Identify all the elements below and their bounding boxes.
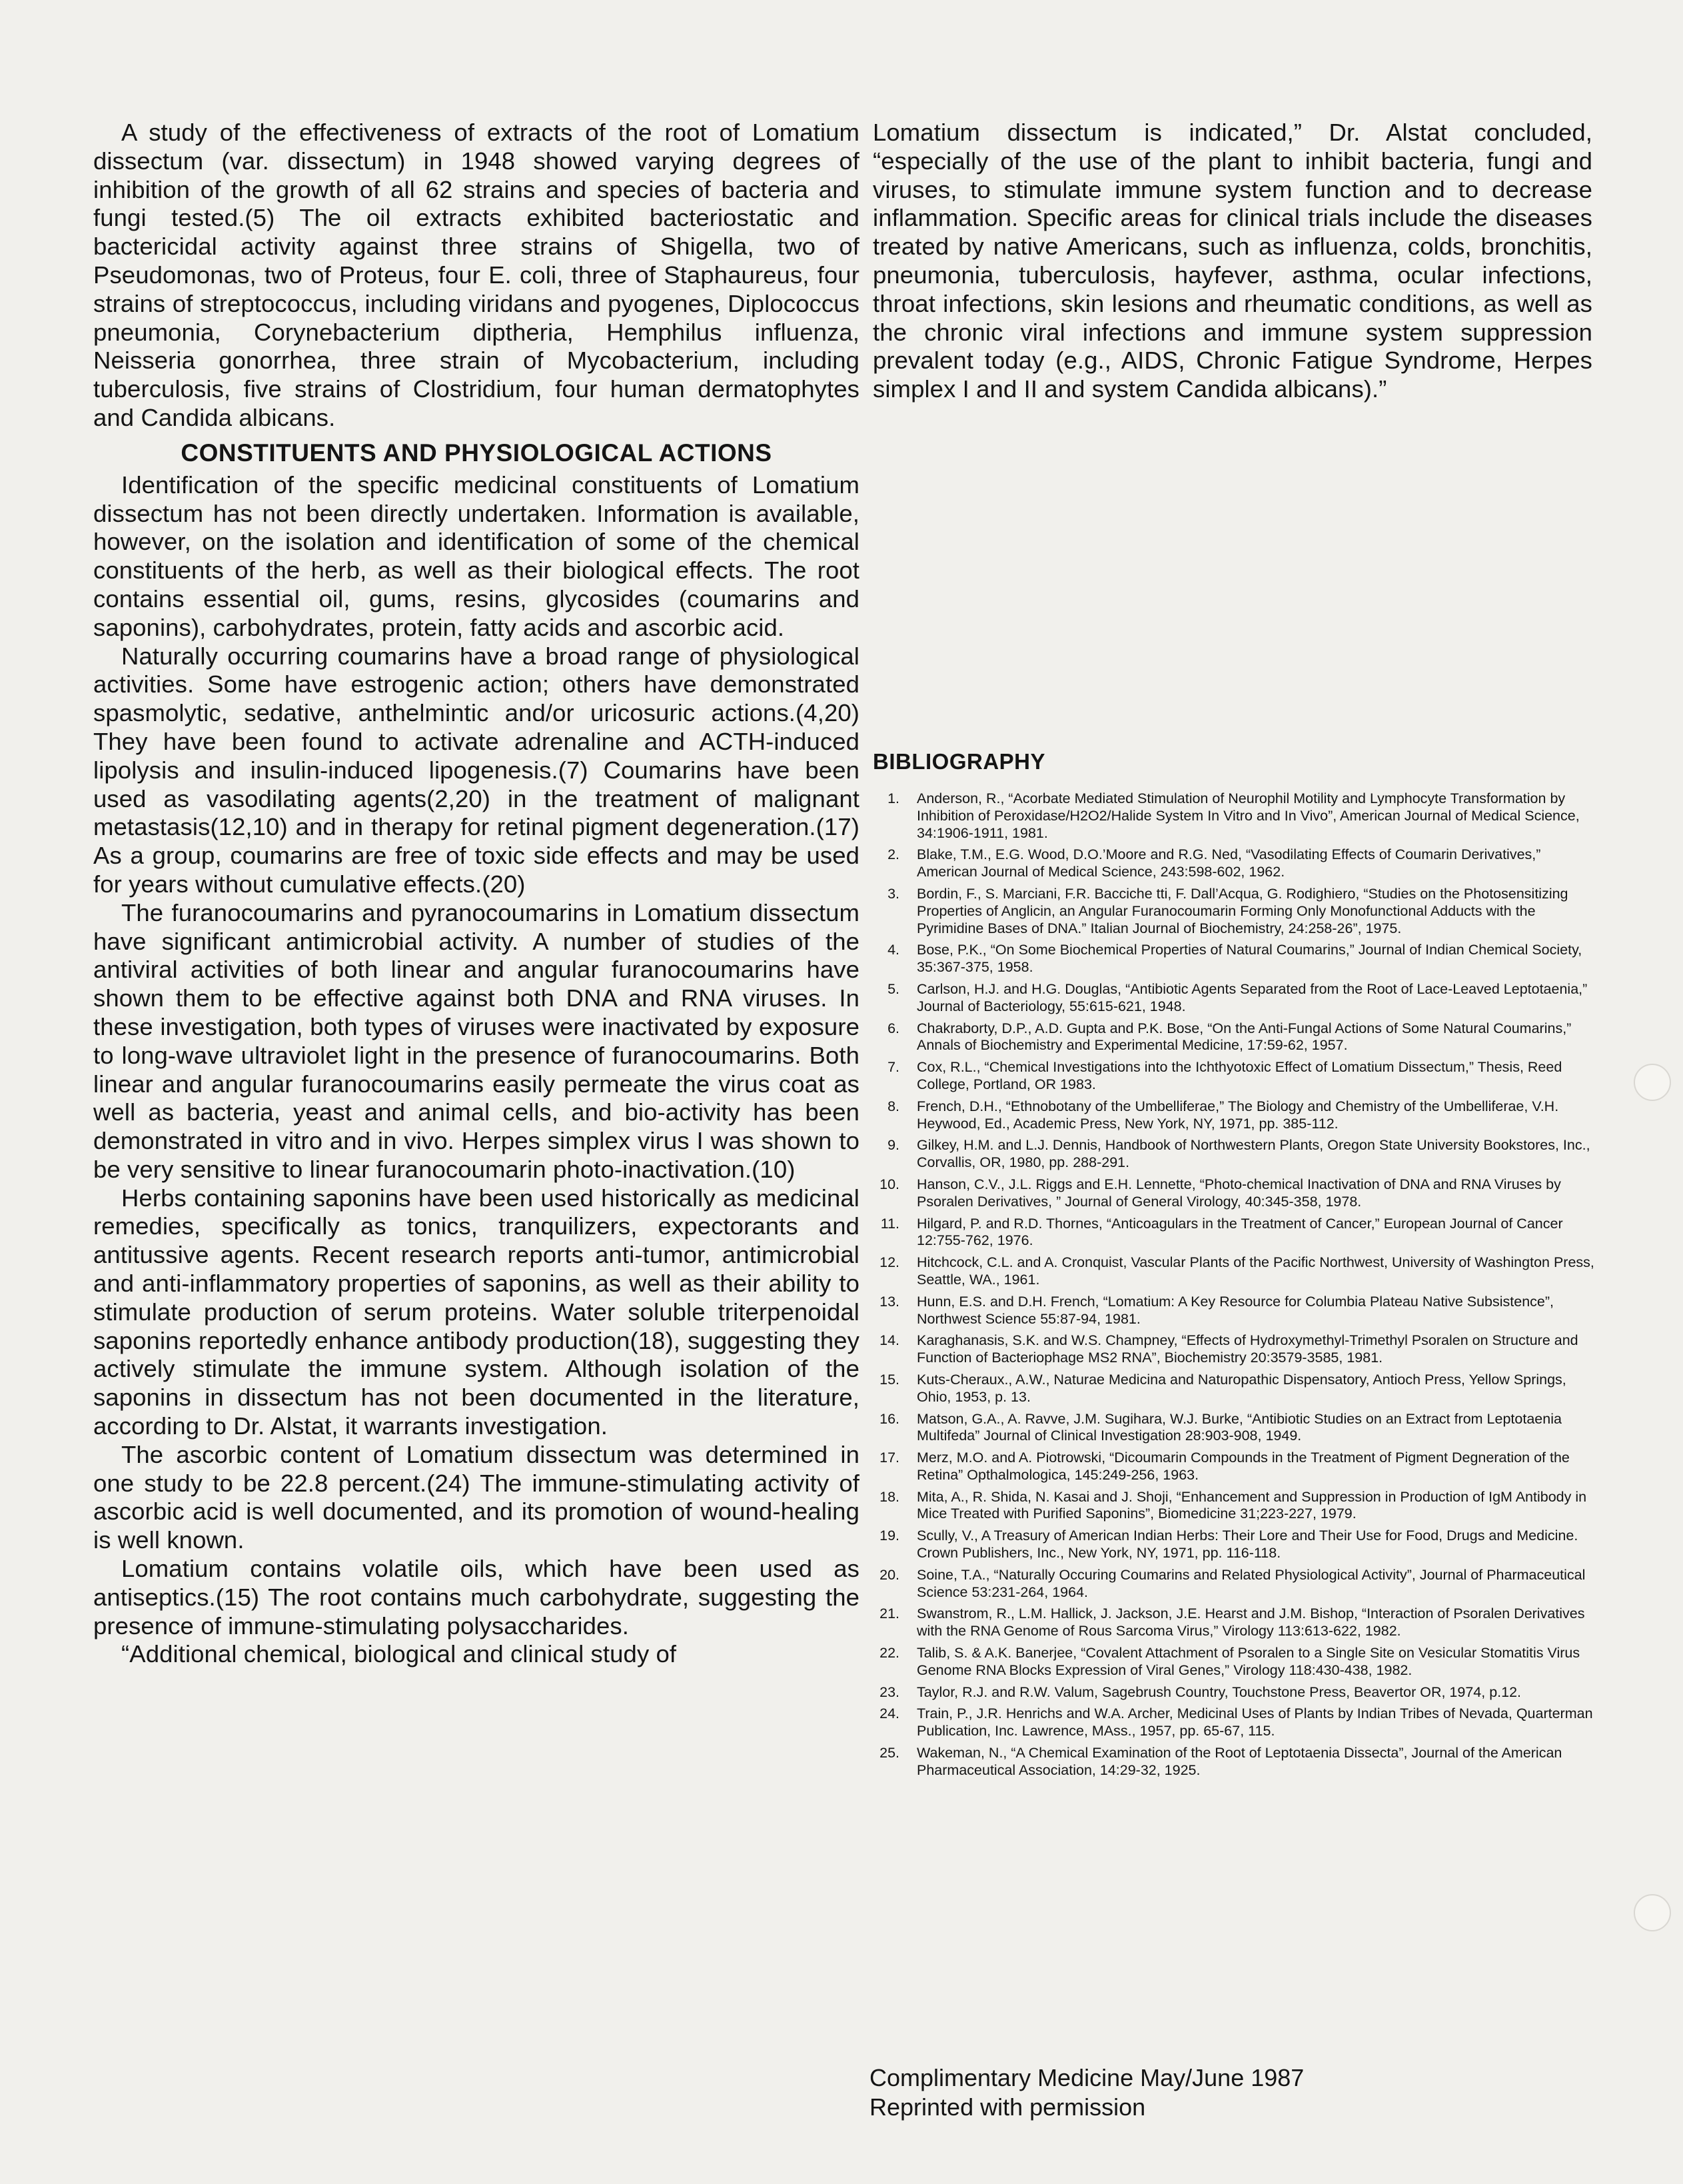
reference-text: Merz, M.O. and A. Piotrowski, “Dicoumarin Compounds in the Treatment of Pigment Degneration of the Retina” Opthalmologica, 145:249-256, 1963. — [917, 1450, 1570, 1483]
reference-list — [873, 790, 1599, 1779]
reference-item — [873, 1372, 1599, 1406]
paragraph-continued: Lomatium dissectum is indicated,” Dr. Alstat concluded, “especially of the use of the plant to inhibit bacteria, fungi and viruses, to stimulate immune system function and to decrease inflammation. Specific areas for clinical trials include the diseases treated by native Americans, such as influenza, colds, bronchitis, pneumonia, tuberculosis, hayfever, asthma, ocular infections, throat infections, skin lesions and rheumatic conditions, as well as the chronic viral infections and immune system suppression prevalent today (e.g., AIDS, Chronic Fatigue Syndrome, Herpes simplex I and II and system Candida albicans).” — [873, 119, 1592, 403]
reference-number: 24. — [879, 1705, 899, 1722]
reference-item — [873, 1176, 1599, 1211]
reference-text: Train, P., J.R. Henrichs and W.A. Archer, Medicinal Uses of Plants by Indian Tribes of Nevada, Quarterman Publication, Inc. Lawrence, MAss., 1957, pp. 65-67, 115. — [917, 1705, 1593, 1739]
reference-item — [873, 1745, 1599, 1779]
reference-number: 19. — [879, 1528, 899, 1544]
reference-number: 16. — [879, 1410, 899, 1427]
right-column — [873, 119, 1592, 404]
reference-text: Taylor, R.J. and R.W. Valum, Sagebrush Country, Touchstone Press, Beavertor OR, 1974, p.12. — [917, 1683, 1522, 1700]
footer — [869, 2063, 1304, 2122]
reference-item — [873, 1020, 1599, 1055]
reference-number: 1. — [887, 790, 899, 806]
reference-item — [873, 1528, 1599, 1562]
reference-number: 17. — [879, 1450, 899, 1466]
reference-item — [873, 1137, 1599, 1172]
reference-item — [873, 1450, 1599, 1484]
reference-text: Wakeman, N., “A Chemical Examination of the Root of Leptotaenia Dissecta”, Journal of the American Pharmaceutical Association, 14:29-32, 1925. — [917, 1745, 1562, 1778]
reference-item — [873, 981, 1599, 1016]
reference-text: Hitchcock, C.L. and A. Cronquist, Vascular Plants of the Pacific Northwest, University of Washington Press, Seattle, WA., 1961. — [917, 1254, 1594, 1288]
reference-text: Hanson, C.V., J.L. Riggs and E.H. Lennette, “Photo-chemical Inactivation of DNA and RNA Viruses by Psoralen Derivatives, ” Journal of General Virology, 40:345-358, 1978. — [917, 1176, 1561, 1210]
reference-item — [873, 1059, 1599, 1094]
reference-text: Gilkey, H.M. and L.J. Dennis, Handbook of Northwestern Plants, Oregon State University Bookstores, Inc., Corvallis, OR, 1980, pp. 288-291. — [917, 1137, 1590, 1171]
bibliography — [873, 749, 1599, 1784]
punch-hole — [1634, 1064, 1671, 1101]
reference-number: 8. — [887, 1098, 899, 1114]
reference-text: Bose, P.K., “On Some Biochemical Properties of Natural Coumarins,” Journal of Indian Chemical Society, 35:367-375, 1958. — [917, 942, 1582, 976]
reference-text: Blake, T.M., E.G. Wood, D.O.’Moore and R.G. Ned, “Vasodilating Effects of Coumarin Derivatives,” American Journal of Medical Science, 243:598-602, 1962. — [917, 846, 1541, 880]
reference-text: Hunn, E.S. and D.H. French, “Lomatium: A Key Resource for Columbia Plateau Native Subsistence”, Northwest Science 55:87-94, 1981. — [917, 1293, 1554, 1327]
reference-text: Karaghanasis, S.K. and W.S. Champney, “Effects of Hydroxymethyl-Trimethyl Psoralen on Structure and Function of Bacteriophage MS2 RNA”, Biochemistry 20:3579-3585, 1981. — [917, 1332, 1578, 1366]
reference-text: Cox, R.L., “Chemical Investigations into the Ichthyotoxic Effect of Lomatium Dissectum,” Thesis, Reed College, Portland, OR 1983. — [917, 1059, 1562, 1092]
reference-item — [873, 790, 1599, 842]
intro-paragraph: A study of the effectiveness of extracts of the root of Lomatium dissectum (var. dissectum) in 1948 showed varying degrees of inhibition of the growth of all 62 strains and species of bacteria and fungi tested.(5) The oil extracts exhibited bacteriostatic and bactericidal activity against three strains of Shigella, two of Pseudomonas, two of Proteus, four E. coli, three of Staphaureus, four strains of streptococcus, including viridans and pyogenes, Diplococcus pneumonia, Corynebacterium diptheria, Hemphilus influenza, Neisseria gonorrhea, three strain of Mycobacterium, including tuberculosis, five strains of Clostridium, four human dermatophytes and Candida albicans. — [93, 119, 859, 431]
reference-item — [873, 886, 1599, 937]
reference-number: 9. — [887, 1137, 899, 1154]
reference-text: Bordin, F., S. Marciani, F.R. Bacciche tti, F. Dall’Acqua, G. Rodighiero, “Studies on the Photosensitizing Properties of Anglicin, an Angular Furanocoumarin Forming Only Monofunctional Adducts with the Pyrimidine Bases of DNA.” Italian Journal of Biochemistry, 24:258-26”, 1975. — [917, 885, 1568, 936]
reference-text: Talib, S. & A.K. Banerjee, “Covalent Attachment of Psoralen to a Single Site on Vesicular Stomatitis Virus Genome RNA Blocks Expression of Viral Genes,” Virology 118:430-438, 1982. — [917, 1645, 1580, 1678]
paragraph: Identification of the specific medicinal constituents of Lomatium dissectum has not been directly undertaken. Information is available, however, on the isolation and identification of some of the chemical constituents of the herb, as well as their biological effects. The root contains essential oil, gums, resins, glycosides (coumarins and saponins), carbohydrates, protein, fatty acids and ascorbic acid. — [93, 471, 859, 641]
reference-item — [873, 1606, 1599, 1640]
reference-text: Kuts-Cheraux., A.W., Naturae Medicina and Naturopathic Dispensatory, Antioch Press, Yellow Springs, Ohio, 1953, p. 13. — [917, 1371, 1566, 1405]
reference-item — [873, 1098, 1599, 1133]
reference-item — [873, 1645, 1599, 1679]
footer-source: Complimentary Medicine May/June 1987 — [869, 2064, 1305, 2091]
reference-item — [873, 1411, 1599, 1446]
reference-number: 4. — [887, 942, 899, 958]
paragraph: Lomatium contains volatile oils, which have been used as antiseptics.(15) The root contains much carbohydrate, suggesting the presence of immune-stimulating polysaccharides. — [93, 1555, 859, 1639]
reference-item — [873, 1332, 1599, 1367]
footer-permission: Reprinted with permission — [869, 2093, 1146, 2121]
reference-item — [873, 1567, 1599, 1602]
reference-number: 22. — [879, 1645, 899, 1661]
reference-text: Hilgard, P. and R.D. Thornes, “Anticoagulars in the Treatment of Cancer,” European Journal of Cancer 12:755-762, 1976. — [917, 1215, 1563, 1249]
reference-item — [873, 1705, 1599, 1740]
reference-item — [873, 1254, 1599, 1289]
section-heading: CONSTITUENTS AND PHYSIOLOGICAL ACTIONS — [181, 439, 772, 467]
reference-number: 5. — [887, 980, 899, 997]
reference-text: Swanstrom, R., L.M. Hallick, J. Jackson, J.E. Hearst and J.M. Bishop, “Interaction of Psoralen Derivatives with the RNA Genome of Rous Sarcoma Virus,” Virology 113:613-622, 1982. — [917, 1606, 1585, 1639]
paragraph: Herbs containing saponins have been used historically as medicinal remedies, specifically as tonics, tranquilizers, expectorants and antitussive agents. Recent research reports anti-tumor, antimicrobial and anti-inflammatory properties of saponins, as well as their ability to stimulate production of serum proteins. Water soluble triterpenoidal saponins reportedly enhance antibody production(18), suggesting they actively stimulate the immune system. Although isolation of the saponins in dissectum has not been documented in the literature, according to Dr. Alstat, it warrants investigation. — [93, 1184, 859, 1440]
reference-number: 2. — [887, 846, 899, 863]
reference-item — [873, 1489, 1599, 1524]
reference-number: 6. — [887, 1020, 899, 1036]
reference-number: 13. — [879, 1293, 899, 1310]
reference-number: 23. — [879, 1683, 899, 1700]
reference-number: 11. — [880, 1215, 899, 1232]
left-column — [93, 119, 859, 1669]
reference-item — [873, 846, 1599, 881]
reference-text: Soine, T.A., “Naturally Occuring Coumarins and Related Physiological Activity”, Journal of Pharmaceutical Science 53:231-264, 1964. — [917, 1566, 1586, 1600]
reference-text: Scully, V., A Treasury of American Indian Herbs: Their Lore and Their Use for Food, Drugs and Medicine. Crown Publishers, Inc., New York, NY, 1971, pp. 116-118. — [917, 1528, 1578, 1562]
reference-item — [873, 1216, 1599, 1250]
reference-text: Anderson, R., “Acorbate Mediated Stimulation of Neurophil Motility and Lymphocyte Transformation by Inhibition of Peroxidase/H2O2/Halide System In Vitro and In Vivo”, American Journal of Medical Science, 34:1906-1911, 1981. — [917, 790, 1580, 841]
reference-item — [873, 1294, 1599, 1328]
reference-text: Matson, G.A., A. Ravve, J.M. Sugihara, W.J. Burke, “Antibiotic Studies on an Extract from Leptotaenia Multifeda” Journal of Clinical Investigation 28:903-908, 1949. — [917, 1410, 1562, 1444]
reference-item — [873, 1684, 1599, 1701]
reference-text: French, D.H., “Ethnobotany of the Umbelliferae,” The Biology and Chemistry of the Umbelliferae, V.H. Heywood, Ed., Academic Press, New York, NY, 1971, pp. 385-112. — [917, 1098, 1559, 1132]
reference-number: 15. — [879, 1371, 899, 1388]
paragraph: The ascorbic content of Lomatium dissectum was determined in one study to be 22.8 percent.(24) The immune-stimulating activity of ascorbic acid is well documented, and its promotion of wound-healing is well known. — [93, 1440, 859, 1554]
reference-number: 14. — [879, 1332, 899, 1349]
reference-number: 21. — [879, 1606, 899, 1622]
paragraph: The furanocoumarins and pyranocoumarins in Lomatium dissectum have significant antimicrobial activity. A number of studies of the antiviral activities of both linear and angular furanocoumarins have shown them to be effective against both DNA and RNA viruses. In these investigation, both types of viruses were inactivated by exposure to long-wave ultraviolet light in the presence of furanocoumarins. Both linear and angular furanocoumarins easily permeate the virus coat as well as bacteria, yeast and animal cells, and bio-activity has been demonstrated in vitro and in vivo. Herpes simplex virus I was shown to be very sensitive to linear furanocoumarin photo-inactivation.(10) — [93, 898, 859, 1183]
reference-number: 18. — [879, 1488, 899, 1505]
reference-number: 20. — [879, 1566, 899, 1583]
reference-number: 10. — [879, 1176, 899, 1192]
reference-text: Chakraborty, D.P., A.D. Gupta and P.K. Bose, “On the Anti-Fungal Actions of Some Natural Coumarins,” Annals of Biochemistry and Experimental Medicine, 17:59-62, 1957. — [917, 1020, 1572, 1054]
reference-number: 3. — [887, 885, 899, 902]
paragraph: “Additional chemical, biological and clinical study of — [121, 1640, 677, 1668]
reference-number: 12. — [879, 1254, 899, 1271]
punch-hole — [1634, 1894, 1671, 1931]
reference-text: Carlson, H.J. and H.G. Douglas, “Antibiotic Agents Separated from the Root of Lace-Leaved Leptotaenia,” Journal of Bacteriology, 55:615-621, 1948. — [917, 980, 1588, 1014]
bibliography-title: BIBLIOGRAPHY — [873, 749, 1046, 774]
reference-text: Mita, A., R. Shida, N. Kasai and J. Shoji, “Enhancement and Suppression in Production of IgM Antibody in Mice Treated with Purified Saponins”, Biomedicine 31;223-227, 1979. — [917, 1488, 1587, 1522]
reference-item — [873, 942, 1599, 976]
reference-number: 25. — [879, 1745, 899, 1761]
paragraph: Naturally occurring coumarins have a broad range of physiological activities. Some have estrogenic action; others have demonstrated spasmolytic, sedative, anthelmintic and/or uricosuric actions.(4,20) They have been found to activate adrenaline and ACTH-induced lipolysis and insulin-induced lipogenesis.(7) Coumarins have been used as vasodilating agents(2,20) in the treatment of malignant metastasis(12,10) and in therapy for retinal pigment degeneration.(17) As a group, coumarins are free of toxic side effects and may be used for years without cumulative effects.(20) — [93, 642, 859, 898]
reference-number: 7. — [887, 1059, 899, 1076]
